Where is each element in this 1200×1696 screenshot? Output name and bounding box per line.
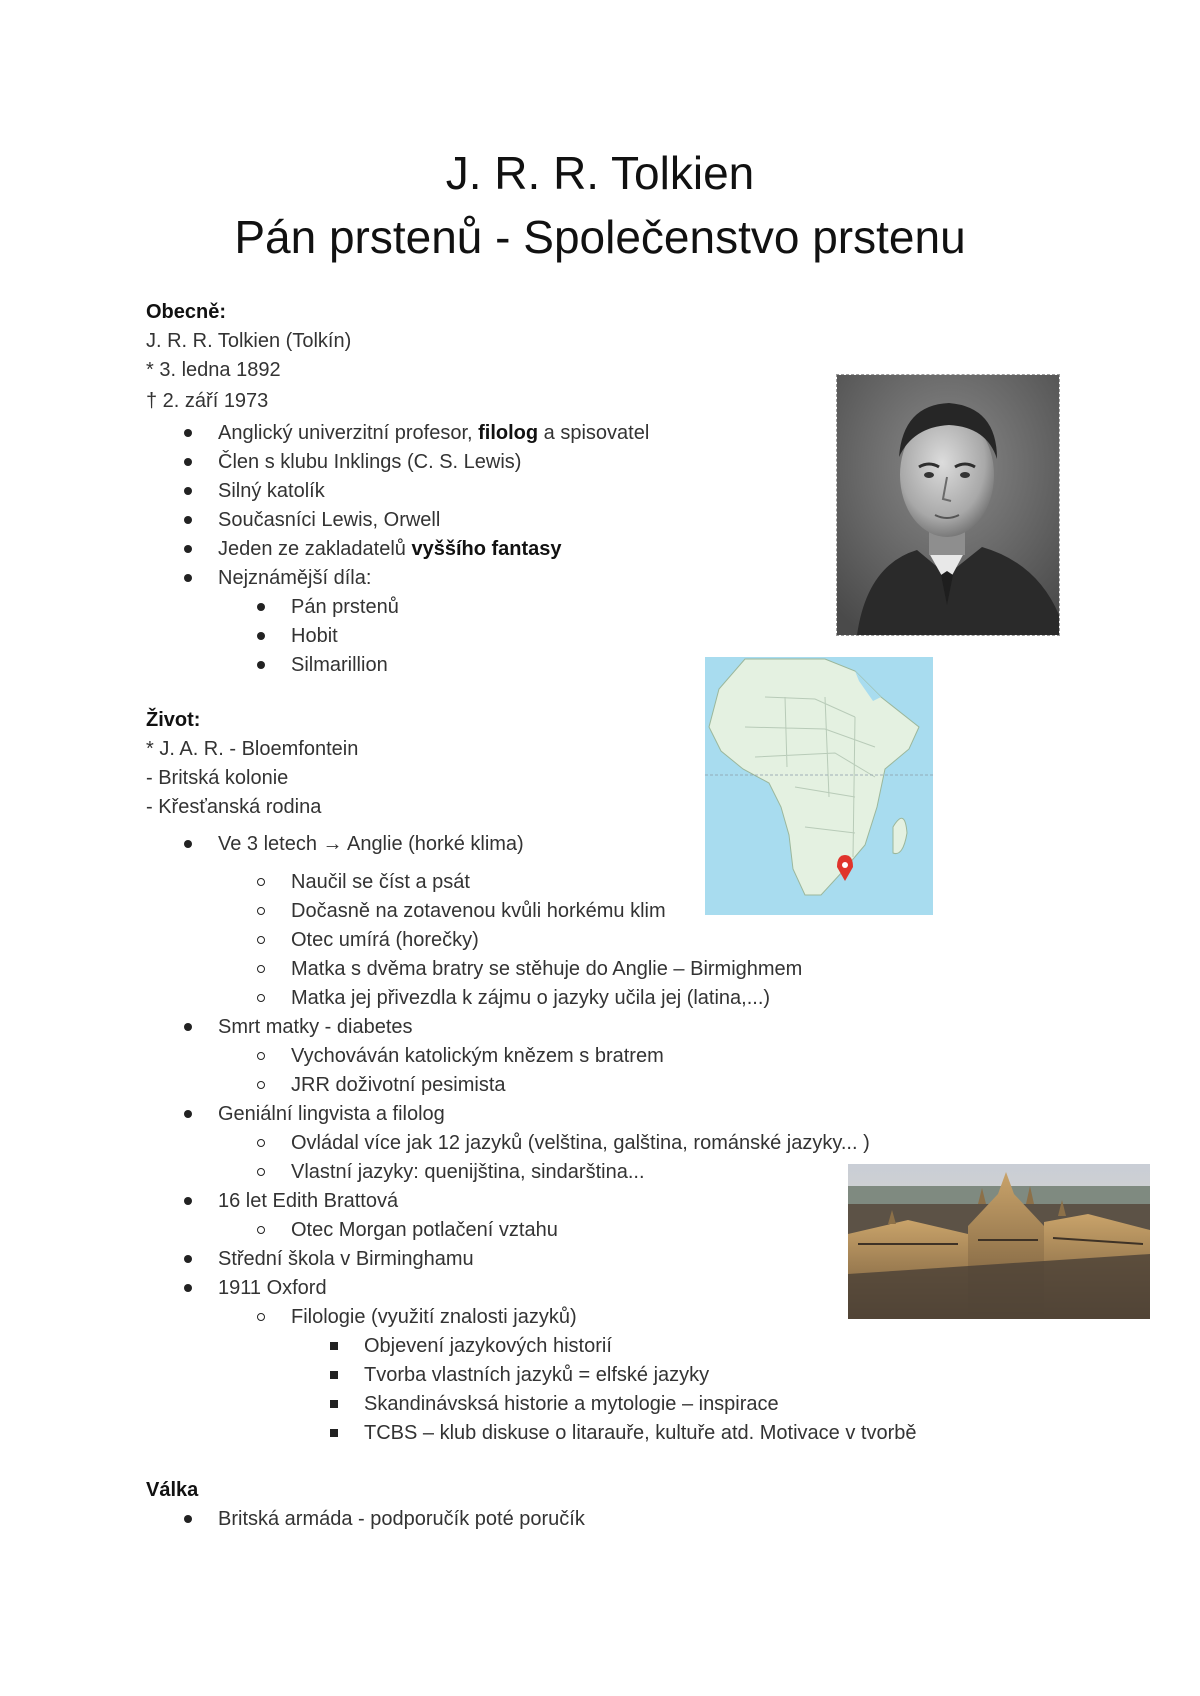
bullet-disc <box>184 1255 192 1263</box>
text-line: - Britská kolonie <box>146 767 289 789</box>
bullet-disc <box>184 1110 192 1118</box>
text-line: * J. A. R. - Bloemfontein <box>146 738 359 760</box>
bullet-square <box>330 1342 338 1350</box>
bullet-circle <box>257 1081 265 1089</box>
list-item: Silný katolík <box>218 480 325 502</box>
bullet-circle <box>257 965 265 973</box>
section-heading-valka: Válka <box>146 1479 199 1501</box>
author-name: J. R. R. Tolkien (Tolkín) <box>146 330 352 352</box>
list-item: 16 let Edith Brattová <box>218 1190 399 1212</box>
list-item: Střední škola v Birminghamu <box>218 1248 474 1270</box>
sub-item: Matka jej přivezdla k zájmu o jazyky učila jej (latina,...) <box>291 987 771 1009</box>
sub-item: Otec Morgan potlačení vztahu <box>291 1219 558 1241</box>
work-item: Hobit <box>291 625 338 647</box>
list-item: Současníci Lewis, Orwell <box>218 509 441 531</box>
work-item: Silmarillion <box>291 654 388 676</box>
death-date: † 2. září 1973 <box>146 390 269 412</box>
bullet-disc <box>184 574 192 582</box>
list-item: Jeden ze zakladatelů vyššího fantasy <box>218 538 562 560</box>
bullet-disc <box>184 1197 192 1205</box>
bullet-disc <box>184 840 192 848</box>
bullet-disc <box>184 458 192 466</box>
portrait-photo <box>836 374 1060 636</box>
list-item: Člen s klubu Inklings (C. S. Lewis) <box>218 451 522 473</box>
bullet-square <box>330 1400 338 1408</box>
sub-item: Matka s dvěma bratry se stěhuje do Anglie – Birmighmem <box>291 958 803 980</box>
bullet-disc <box>184 545 192 553</box>
bullet-square <box>330 1371 338 1379</box>
subsub-item: Objevení jazykových historií <box>364 1335 612 1357</box>
bullet-circle <box>257 1139 265 1147</box>
bullet-circle <box>257 1226 265 1234</box>
africa-map <box>705 657 933 915</box>
section-heading-obecne: Obecně: <box>146 301 227 323</box>
bullet-circle <box>257 936 265 944</box>
bullet-disc <box>184 487 192 495</box>
list-item: Anglický univerzitní profesor, filolog a spisovatel <box>218 422 650 444</box>
list-item: Britská armáda - podporučík poté poručík <box>218 1508 585 1530</box>
bullet-circle <box>257 994 265 1002</box>
sub-item: Otec umírá (horečky) <box>291 929 479 951</box>
bullet-circle <box>257 907 265 915</box>
bullet-circle <box>257 1168 265 1176</box>
bullet-disc <box>184 1284 192 1292</box>
bullet-disc <box>257 632 265 640</box>
text-line: - Křesťanská rodina <box>146 796 322 818</box>
list-item: Smrt matky - diabetes <box>218 1016 413 1038</box>
oxford-photo <box>848 1164 1150 1319</box>
work-item: Pán prstenů <box>291 596 399 618</box>
bullet-circle <box>257 1313 265 1321</box>
bullet-disc <box>257 661 265 669</box>
list-item: Nejznámější díla: <box>218 567 372 589</box>
bullet-square <box>330 1429 338 1437</box>
subsub-item: TCBS – klub diskuse o litarauře, kultuře atd. Motivace v tvorbě <box>364 1422 917 1444</box>
section-heading-zivot: Život: <box>146 709 201 731</box>
bullet-disc <box>184 429 192 437</box>
subsub-item: Tvorba vlastních jazyků = elfské jazyky <box>364 1364 710 1386</box>
bullet-disc <box>257 603 265 611</box>
list-item: Geniální lingvista a filolog <box>218 1103 445 1125</box>
subsub-item: Skandinávsksá historie a mytologie – inspirace <box>364 1393 779 1415</box>
document-title: J. R. R. Tolkien <box>445 147 755 199</box>
sub-item: Vlastní jazyky: quenijština, sindarština... <box>291 1161 645 1183</box>
bullet-circle <box>257 1052 265 1060</box>
sub-item: Dočasně na zotavenou kvůli horkému klim <box>291 900 666 922</box>
bullet-disc <box>184 516 192 524</box>
list-item: 1911 Oxford <box>218 1277 327 1299</box>
list-item: Ve 3 letech → Anglie (horké klima) <box>218 833 524 855</box>
sub-item: Filologie (využití znalosti jazyků) <box>291 1306 577 1328</box>
bullet-disc <box>184 1023 192 1031</box>
birth-date: * 3. ledna 1892 <box>146 359 281 381</box>
sub-item: Naučil se číst a psát <box>291 871 470 893</box>
sub-item: Ovládal více jak 12 jazyků (velština, galština, románské jazyky... ) <box>291 1132 870 1154</box>
sub-item: Vychováván katolickým knězem s bratrem <box>291 1045 664 1067</box>
bullet-disc <box>184 1515 192 1523</box>
document-subtitle: Pán prstenů - Společenstvo prstenu <box>234 211 966 263</box>
sub-item: JRR doživotní pesimista <box>291 1074 506 1096</box>
bullet-circle <box>257 878 265 886</box>
